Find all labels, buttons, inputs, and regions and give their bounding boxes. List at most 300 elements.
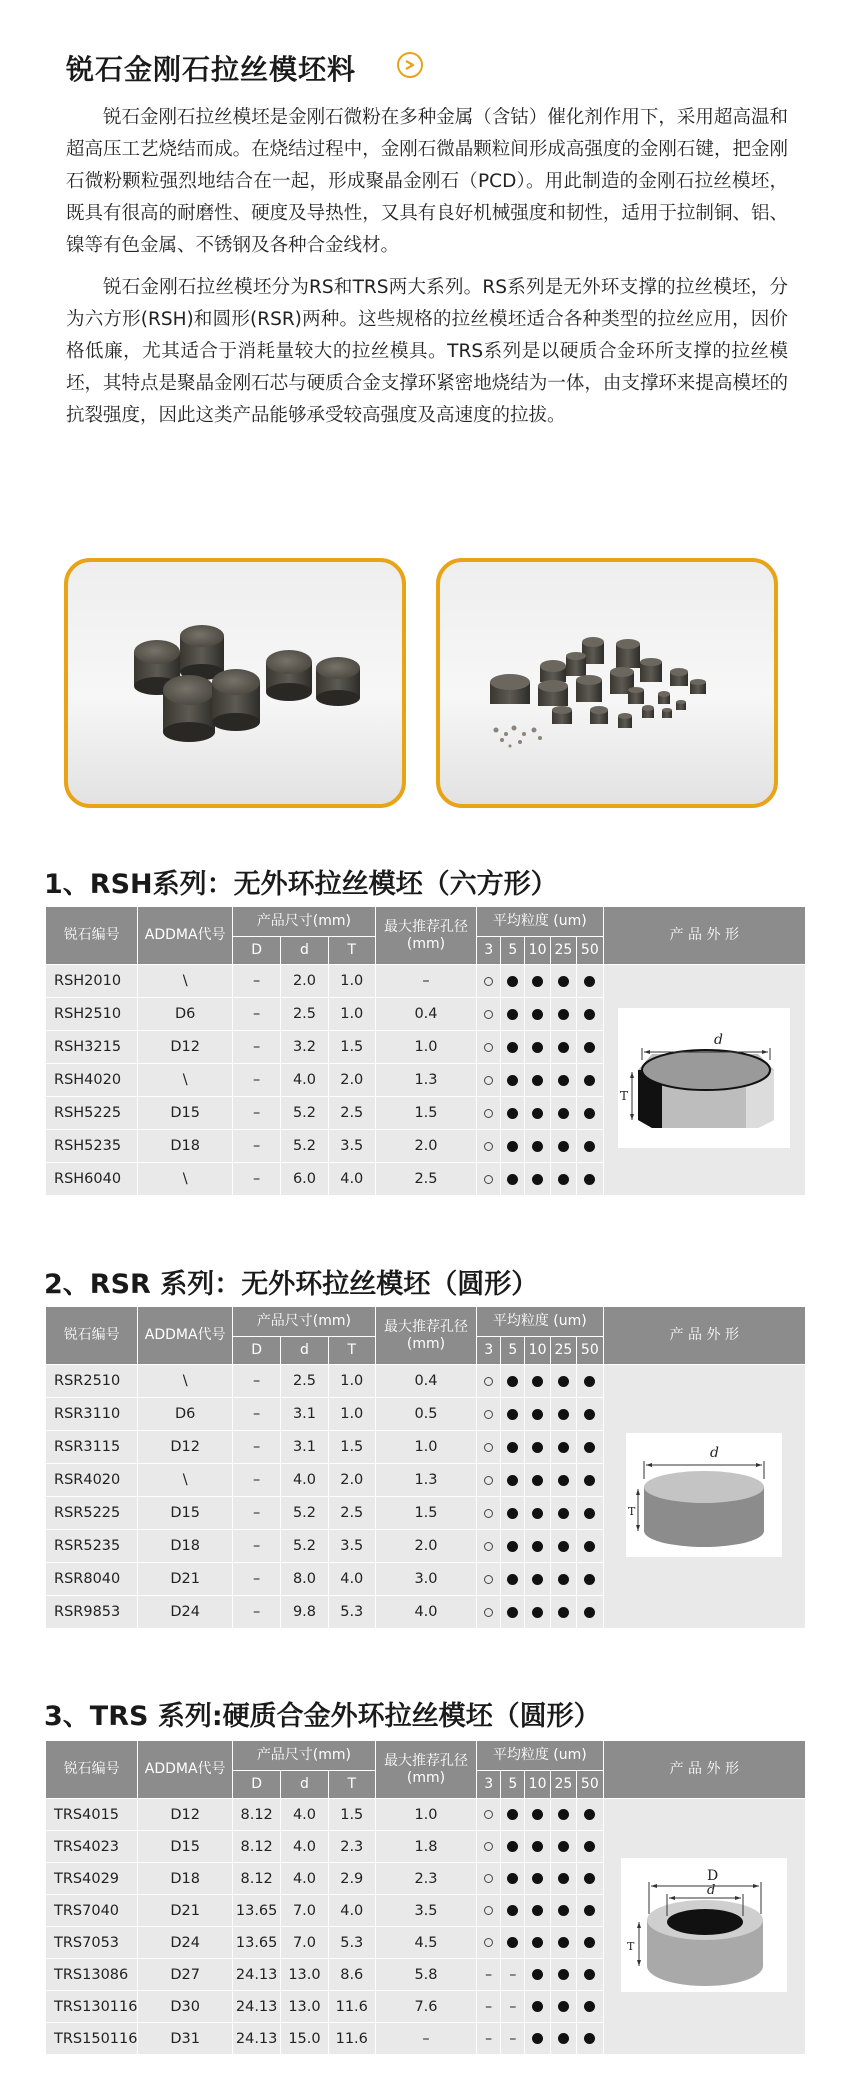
cell-d: 5.2 <box>281 1130 328 1163</box>
cell-grain <box>501 1431 525 1464</box>
cell-addma: D24 <box>138 1927 233 1959</box>
header-size: 产品尺寸(mm) <box>232 1307 375 1337</box>
cell-D: – <box>232 998 280 1031</box>
cell-T: 1.5 <box>328 1431 375 1464</box>
cell-grain <box>525 1563 550 1596</box>
header-size: 产品尺寸(mm) <box>232 907 375 937</box>
cell-d: 4.0 <box>281 1464 328 1497</box>
header-d: d <box>281 1337 328 1365</box>
cell-grain <box>525 1927 550 1959</box>
grain-available-mark <box>584 1905 595 1916</box>
cell-grain <box>525 1464 550 1497</box>
cell-grain <box>477 1530 501 1563</box>
grain-available-mark <box>584 1937 595 1948</box>
header-T: T <box>328 1337 375 1365</box>
cell-grain <box>550 1895 576 1927</box>
header-grain-25: 25 <box>550 937 576 965</box>
grain-available-mark <box>507 1541 518 1552</box>
header-grain: 平均粒度 (um) <box>477 1741 603 1771</box>
cell-T: 2.0 <box>328 1064 375 1097</box>
cell-D: – <box>232 1464 280 1497</box>
cell-grain <box>501 1991 525 2023</box>
cell-grain <box>577 1431 603 1464</box>
cell-grain <box>477 1959 501 1991</box>
header-grain: 平均粒度 (um) <box>477 907 603 937</box>
cell-d: 3.1 <box>281 1431 328 1464</box>
cell-grain <box>577 1530 603 1563</box>
grain-optional-mark <box>484 1842 493 1851</box>
diagram-label-T: T <box>620 1089 629 1103</box>
cell-addma: D30 <box>138 1991 233 2023</box>
cell-grain <box>550 1596 576 1629</box>
grain-optional-mark <box>484 1509 493 1518</box>
section-title-rsh: 1、RSH系列：无外环拉丝模坯（六方形） <box>44 869 558 900</box>
grain-available-mark <box>584 1075 595 1086</box>
grain-available-mark <box>558 1009 569 1020</box>
cell-T: 3.5 <box>328 1530 375 1563</box>
cell-grain <box>501 2023 525 2055</box>
cell-hole: 1.8 <box>375 1831 476 1863</box>
cell-grain <box>550 1991 576 2023</box>
grain-optional-mark <box>484 1810 493 1819</box>
cell-T: 2.5 <box>328 1497 375 1530</box>
cell-addma: D15 <box>138 1831 233 1863</box>
cell-T: 11.6 <box>328 2023 375 2055</box>
cell-grain <box>577 1130 603 1163</box>
product-shape-cell <box>603 1365 805 1629</box>
cell-d: 8.0 <box>281 1563 328 1596</box>
header-D: D <box>232 937 280 965</box>
cell-D: – <box>232 1130 280 1163</box>
cell-grain <box>525 1163 550 1196</box>
header-addma: ADDMA代号 <box>138 1307 233 1365</box>
cell-grain <box>501 1163 525 1196</box>
header-code: 锐石编号 <box>46 1307 138 1365</box>
cell-grain <box>501 1365 525 1398</box>
cell-grain <box>525 1596 550 1629</box>
grain-optional-mark <box>484 1874 493 1883</box>
grain-optional-mark <box>484 1377 493 1386</box>
header-hole: 最大推荐孔径(mm) <box>375 1741 476 1799</box>
cell-grain <box>501 1097 525 1130</box>
cell-grain <box>501 1927 525 1959</box>
cell-grain <box>550 1464 576 1497</box>
cell-grain <box>577 1563 603 1596</box>
cell-grain <box>501 1831 525 1863</box>
cell-grain <box>577 1497 603 1530</box>
grain-available-mark <box>558 1174 569 1185</box>
header-grain-10: 10 <box>525 1337 550 1365</box>
header-hole: 最大推荐孔径(mm) <box>375 907 476 965</box>
header-code: 锐石编号 <box>46 907 138 965</box>
ring-blank-diagram <box>621 1858 787 1992</box>
grain-available-mark <box>558 1969 569 1980</box>
grain-unavailable-mark: – <box>485 1966 493 1983</box>
diagram-label-D: D <box>707 1867 719 1884</box>
cell-grain <box>525 1831 550 1863</box>
grain-available-mark <box>584 1809 595 1820</box>
cell-d: 2.5 <box>281 998 328 1031</box>
table-row <box>46 1365 806 1398</box>
cell-grain <box>501 1031 525 1064</box>
page-title: 锐石金刚石拉丝模坯料 <box>66 53 357 86</box>
cell-grain <box>477 1130 501 1163</box>
header-grain-25: 25 <box>550 1771 576 1799</box>
grain-available-mark <box>584 1009 595 1020</box>
grain-available-mark <box>507 1905 518 1916</box>
grain-available-mark <box>532 1809 543 1820</box>
grain-available-mark <box>584 1108 595 1119</box>
cell-grain <box>525 1863 550 1895</box>
cell-T: 4.0 <box>328 1163 375 1196</box>
grain-available-mark <box>584 1409 595 1420</box>
grain-available-mark <box>532 1475 543 1486</box>
grain-available-mark <box>532 1873 543 1884</box>
cell-grain <box>525 1097 550 1130</box>
cell-d: 5.2 <box>281 1097 328 1130</box>
cell-code: RSR3115 <box>46 1431 138 1464</box>
grain-available-mark <box>558 1075 569 1086</box>
grain-available-mark <box>558 1409 569 1420</box>
grain-available-mark <box>558 1508 569 1519</box>
grain-available-mark <box>507 976 518 987</box>
cell-T: 1.0 <box>328 965 375 998</box>
cell-D: 24.13 <box>232 1991 280 2023</box>
cell-addma: D15 <box>138 1497 233 1530</box>
cell-T: 3.5 <box>328 1130 375 1163</box>
grain-available-mark <box>584 976 595 987</box>
cell-grain <box>525 1497 550 1530</box>
cell-grain <box>525 1398 550 1431</box>
cell-grain <box>577 1799 603 1831</box>
cell-grain <box>577 1097 603 1130</box>
cell-addma: \ <box>138 1163 233 1196</box>
grain-available-mark <box>532 1075 543 1086</box>
cell-grain <box>525 1959 550 1991</box>
grain-optional-mark <box>484 1443 493 1452</box>
grain-available-mark <box>584 1475 595 1486</box>
cell-T: 5.3 <box>328 1596 375 1629</box>
cell-code: RSH5225 <box>46 1097 138 1130</box>
cell-grain <box>477 998 501 1031</box>
grain-available-mark <box>532 2001 543 2012</box>
grain-available-mark <box>507 1809 518 1820</box>
grain-available-mark <box>507 1075 518 1086</box>
intro-text <box>66 102 788 442</box>
cell-grain <box>501 1064 525 1097</box>
header-D: D <box>232 1337 280 1365</box>
header-addma: ADDMA代号 <box>138 907 233 965</box>
cell-grain <box>477 1163 501 1196</box>
grain-available-mark <box>584 2001 595 2012</box>
cell-grain <box>501 1895 525 1927</box>
cell-D: – <box>232 1097 280 1130</box>
diagram-label-T: T <box>628 1504 636 1518</box>
grain-optional-mark <box>484 1175 493 1184</box>
header-shape: 产 品 外 形 <box>603 1741 805 1799</box>
cell-T: 1.0 <box>328 1398 375 1431</box>
header-d: d <box>281 1771 328 1799</box>
cell-code: RSR2510 <box>46 1365 138 1398</box>
cell-d: 2.0 <box>281 965 328 998</box>
cell-d: 3.2 <box>281 1031 328 1064</box>
cell-d: 13.0 <box>281 1959 328 1991</box>
cell-grain <box>550 1431 576 1464</box>
cell-T: 1.0 <box>328 1365 375 1398</box>
cell-T: 4.0 <box>328 1563 375 1596</box>
cell-d: 4.0 <box>281 1863 328 1895</box>
grain-optional-mark <box>484 1575 493 1584</box>
cell-grain <box>577 998 603 1031</box>
grain-unavailable-mark: – <box>509 2030 517 2047</box>
cell-D: 8.12 <box>232 1799 280 1831</box>
cell-grain <box>501 1563 525 1596</box>
cell-hole: 2.3 <box>375 1863 476 1895</box>
cell-grain <box>577 2023 603 2055</box>
cell-D: – <box>232 1530 280 1563</box>
header-code: 锐石编号 <box>46 1741 138 1799</box>
cell-hole: 4.5 <box>375 1927 476 1959</box>
cell-addma: D12 <box>138 1031 233 1064</box>
grain-unavailable-mark: – <box>485 1998 493 2015</box>
cell-grain <box>525 1365 550 1398</box>
grain-optional-mark <box>484 1142 493 1151</box>
cell-grain <box>477 1596 501 1629</box>
header-grain-5: 5 <box>501 937 525 965</box>
cell-hole: 7.6 <box>375 1991 476 2023</box>
grain-optional-mark <box>484 1608 493 1617</box>
cell-grain <box>577 1365 603 1398</box>
cell-D: – <box>232 1163 280 1196</box>
cell-d: 4.0 <box>281 1064 328 1097</box>
header-addma: ADDMA代号 <box>138 1741 233 1799</box>
grain-available-mark <box>532 1969 543 1980</box>
cell-grain <box>550 998 576 1031</box>
cell-D: – <box>232 965 280 998</box>
grain-available-mark <box>507 1141 518 1152</box>
cell-hole: 1.5 <box>375 1497 476 1530</box>
grain-available-mark <box>584 2033 595 2044</box>
header-size: 产品尺寸(mm) <box>232 1741 375 1771</box>
header-shape: 产 品 外 形 <box>603 1307 805 1365</box>
cell-D: – <box>232 1431 280 1464</box>
grain-available-mark <box>507 1607 518 1618</box>
cell-grain <box>477 1431 501 1464</box>
cell-code: RSH2510 <box>46 998 138 1031</box>
cell-grain <box>550 1163 576 1196</box>
cell-hole: 1.5 <box>375 1097 476 1130</box>
grain-optional-mark <box>484 1938 493 1947</box>
header-grain-3: 3 <box>477 937 501 965</box>
cell-grain <box>577 1959 603 1991</box>
grain-available-mark <box>558 1541 569 1552</box>
grain-available-mark <box>532 1574 543 1585</box>
intro-paragraph-2: 锐石金刚石拉丝模坯分为RS和TRS两大系列。RS系列是无外环支撑的拉丝模坯，分为六方形(RSH)和圆形(RSR)两种。这些规格的拉丝模坯适合各种类型的拉丝应用，因价格低廉，尤其适合于消耗量较大的拉丝模具。TRS系列是以硬质合金环所支撑的拉丝模坯，其特点是聚晶金刚石芯与硬质合金支撑环紧密地烧结为一体，由支撑环来提高模坯的抗裂强度，因此这类产品能够承受较高强度及高速度的拉拔。 <box>66 277 788 426</box>
cell-T: 11.6 <box>328 1991 375 2023</box>
header-grain: 平均粒度 (um) <box>477 1307 603 1337</box>
product-shape-cell <box>603 1799 805 2055</box>
cell-grain <box>577 1831 603 1863</box>
header-grain-10: 10 <box>525 1771 550 1799</box>
grain-available-mark <box>558 1937 569 1948</box>
cell-grain <box>577 1031 603 1064</box>
cell-d: 9.8 <box>281 1596 328 1629</box>
cell-T: 2.3 <box>328 1831 375 1863</box>
grain-optional-mark <box>484 1043 493 1052</box>
cell-grain <box>477 1031 501 1064</box>
header-T: T <box>328 937 375 965</box>
grain-optional-mark <box>484 1476 493 1485</box>
header-shape: 产 品 外 形 <box>603 907 805 965</box>
grain-available-mark <box>532 1009 543 1020</box>
cell-grain <box>550 1927 576 1959</box>
cell-addma: D21 <box>138 1895 233 1927</box>
cell-grain <box>477 1831 501 1863</box>
cell-addma: D12 <box>138 1799 233 1831</box>
cell-hole: 5.8 <box>375 1959 476 1991</box>
grain-available-mark <box>584 1508 595 1519</box>
cell-d: 13.0 <box>281 1991 328 2023</box>
grain-available-mark <box>558 1442 569 1453</box>
grain-available-mark <box>532 2033 543 2044</box>
header-grain-50: 50 <box>577 937 603 965</box>
cell-grain <box>550 1497 576 1530</box>
cell-d: 4.0 <box>281 1799 328 1831</box>
diagram-label-d: d <box>714 1032 724 1048</box>
cell-addma: \ <box>138 1365 233 1398</box>
grain-optional-mark <box>484 1010 493 1019</box>
cell-grain <box>477 1497 501 1530</box>
cell-grain <box>525 1991 550 2023</box>
spec-table-rsr <box>45 1306 806 1629</box>
cell-grain <box>577 1927 603 1959</box>
cell-code: RSR5225 <box>46 1497 138 1530</box>
cell-d: 5.2 <box>281 1530 328 1563</box>
cell-hole: 3.5 <box>375 1895 476 1927</box>
cell-addma: D31 <box>138 2023 233 2055</box>
cell-grain <box>550 965 576 998</box>
header-grain-25: 25 <box>550 1337 576 1365</box>
cell-addma: D6 <box>138 1398 233 1431</box>
cell-grain <box>550 1863 576 1895</box>
cell-addma: D18 <box>138 1530 233 1563</box>
cell-grain <box>477 1991 501 2023</box>
grain-available-mark <box>584 1042 595 1053</box>
cell-grain <box>501 965 525 998</box>
grain-available-mark <box>558 1809 569 1820</box>
cell-hole: 1.0 <box>375 1031 476 1064</box>
cell-grain <box>477 1799 501 1831</box>
grain-available-mark <box>532 1409 543 1420</box>
grain-available-mark <box>532 1607 543 1618</box>
grain-available-mark <box>584 1376 595 1387</box>
grain-available-mark <box>532 976 543 987</box>
cell-grain <box>525 1799 550 1831</box>
header-grain-5: 5 <box>501 1771 525 1799</box>
cell-hole: – <box>375 965 476 998</box>
cell-grain <box>550 2023 576 2055</box>
grain-available-mark <box>558 1607 569 1618</box>
cell-grain <box>577 1163 603 1196</box>
product-photo-large-blanks <box>64 558 406 808</box>
header-hole: 最大推荐孔径(mm) <box>375 1307 476 1365</box>
cell-grain <box>550 1799 576 1831</box>
cell-grain <box>525 1064 550 1097</box>
grain-optional-mark <box>484 977 493 986</box>
grain-available-mark <box>558 1376 569 1387</box>
cell-grain <box>525 1031 550 1064</box>
cell-grain <box>477 1064 501 1097</box>
cell-code: TRS4023 <box>46 1831 138 1863</box>
grain-available-mark <box>532 1937 543 1948</box>
grain-available-mark <box>532 1108 543 1119</box>
round-blank-diagram <box>626 1433 782 1557</box>
cell-hole: 3.0 <box>375 1563 476 1596</box>
grain-available-mark <box>532 1174 543 1185</box>
cell-T: 1.5 <box>328 1031 375 1064</box>
cell-D: 13.65 <box>232 1895 280 1927</box>
cell-D: 13.65 <box>232 1927 280 1959</box>
cell-D: – <box>232 1398 280 1431</box>
cell-hole: 2.0 <box>375 1530 476 1563</box>
cell-d: 6.0 <box>281 1163 328 1196</box>
table-row <box>46 965 806 998</box>
cell-T: 5.3 <box>328 1927 375 1959</box>
cell-D: – <box>232 1596 280 1629</box>
cell-hole: 0.4 <box>375 998 476 1031</box>
section-title-trs: 3、TRS 系列:硬质合金外环拉丝模坯（圆形） <box>44 1701 601 1732</box>
cell-addma: \ <box>138 1464 233 1497</box>
cell-grain <box>525 965 550 998</box>
cell-code: RSR3110 <box>46 1398 138 1431</box>
cell-grain <box>577 1398 603 1431</box>
cell-addma: D18 <box>138 1863 233 1895</box>
grain-available-mark <box>507 1508 518 1519</box>
cell-addma: D18 <box>138 1130 233 1163</box>
cell-grain <box>501 1863 525 1895</box>
cell-d: 2.5 <box>281 1365 328 1398</box>
cell-hole: – <box>375 2023 476 2055</box>
cell-D: 8.12 <box>232 1831 280 1863</box>
cell-grain <box>525 998 550 1031</box>
cell-d: 15.0 <box>281 2023 328 2055</box>
cell-T: 8.6 <box>328 1959 375 1991</box>
cell-grain <box>501 998 525 1031</box>
grain-available-mark <box>532 1376 543 1387</box>
cell-grain <box>550 1398 576 1431</box>
grain-optional-mark <box>484 1542 493 1551</box>
diagram-label-d: d <box>707 1882 716 1898</box>
cell-grain <box>577 1991 603 2023</box>
cell-code: RSR8040 <box>46 1563 138 1596</box>
grain-available-mark <box>532 1141 543 1152</box>
cell-grain <box>550 1130 576 1163</box>
grain-available-mark <box>584 1442 595 1453</box>
cell-code: TRS4029 <box>46 1863 138 1895</box>
header-grain-3: 3 <box>477 1337 501 1365</box>
grain-available-mark <box>558 1475 569 1486</box>
grain-available-mark <box>532 1841 543 1852</box>
arrow-right-circle-icon[interactable] <box>397 52 423 78</box>
cell-code: RSR5235 <box>46 1530 138 1563</box>
cell-D: – <box>232 1497 280 1530</box>
cell-code: TRS130116 <box>46 1991 138 2023</box>
grain-unavailable-mark: – <box>509 1998 517 2015</box>
cell-grain <box>577 1464 603 1497</box>
grain-available-mark <box>558 1574 569 1585</box>
cell-D: 8.12 <box>232 1863 280 1895</box>
grain-available-mark <box>507 1009 518 1020</box>
